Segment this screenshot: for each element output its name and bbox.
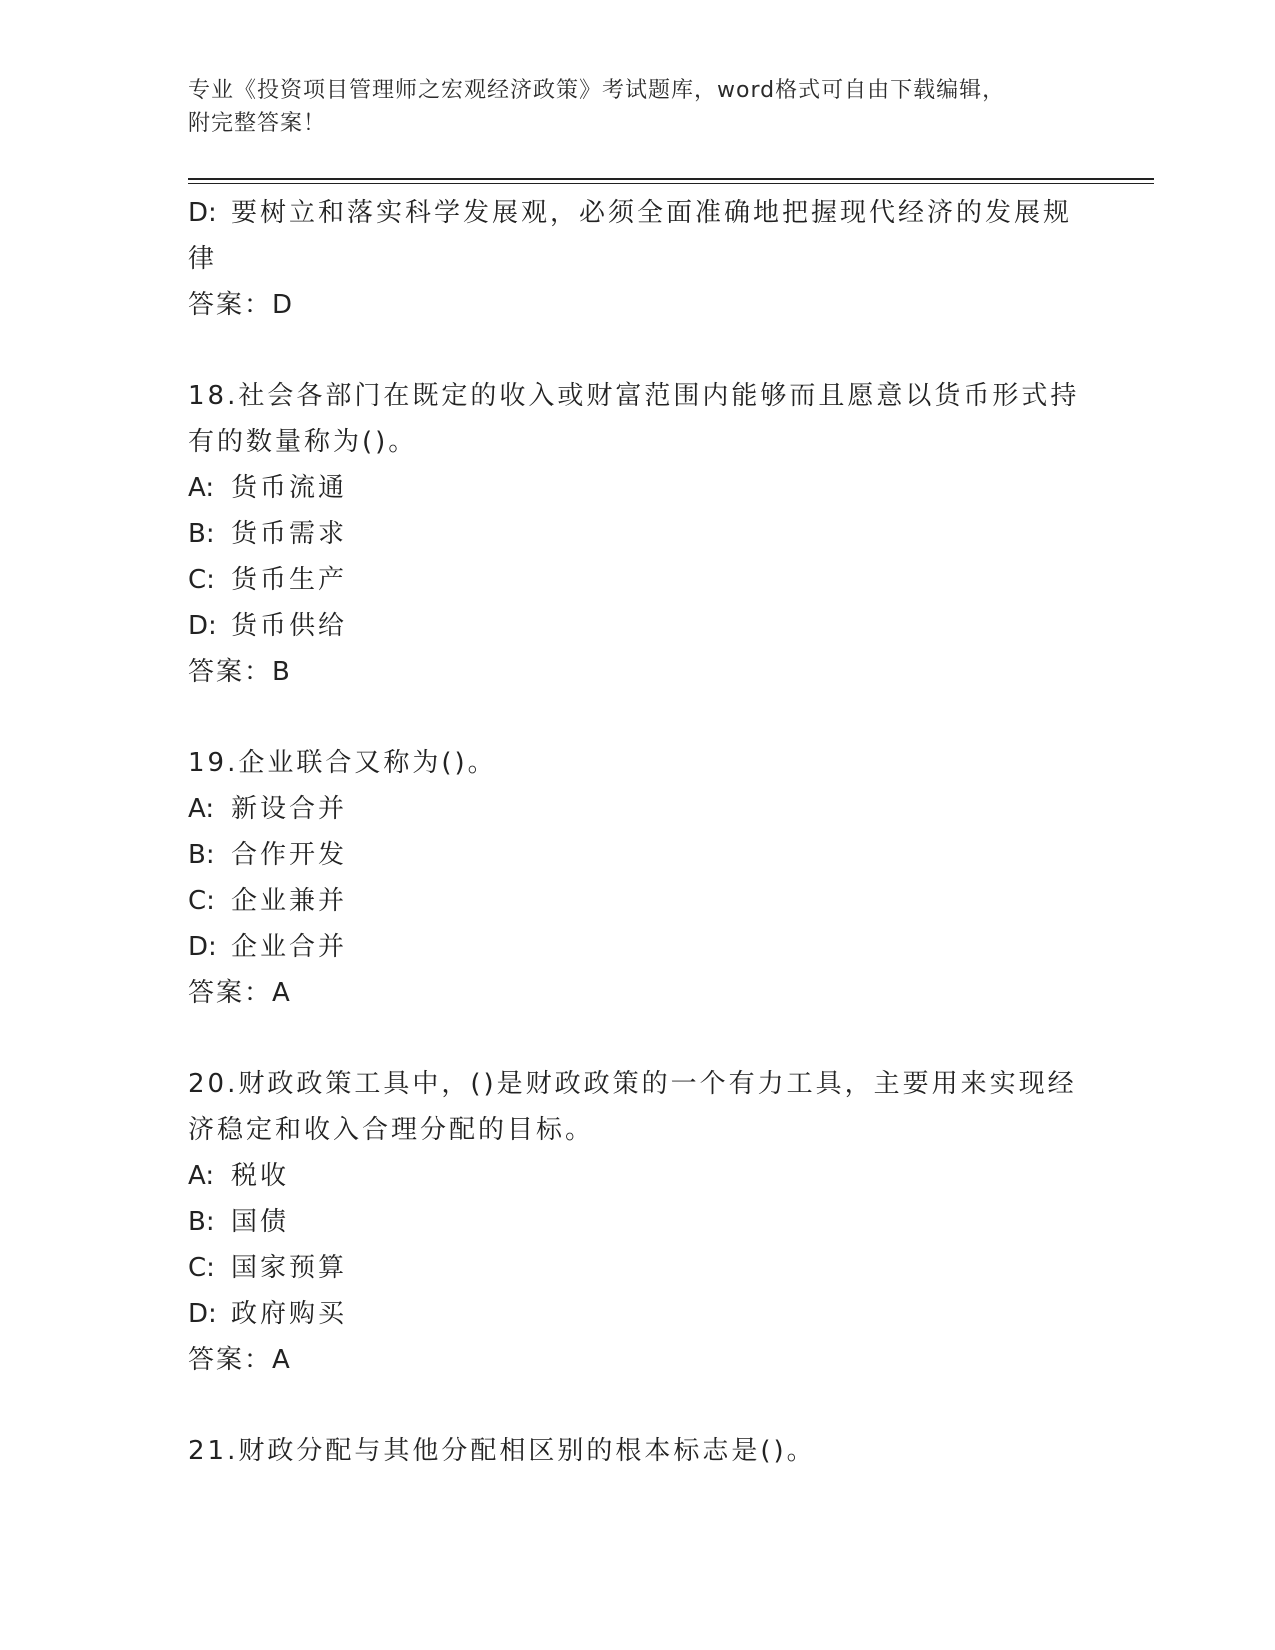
answer-value: A [272,1345,290,1375]
option-letter: D: [188,611,217,641]
option-letter: C: [188,1253,215,1283]
option-text: 货币生产 [231,565,348,595]
option-text: 企业兼并 [231,886,348,916]
option-d [188,924,1088,970]
option-b [188,832,1088,878]
option-text: 税收 [231,1161,290,1191]
option-b [188,1199,1088,1245]
answer-line [188,970,1088,1016]
option-a [188,1153,1088,1199]
answer-line [188,649,1088,695]
document-header [188,74,1088,140]
question-stem: 18.社会各部门在既定的收入或财富范围内能够而且愿意以货币形式持有的数量称为()。 [188,381,1080,457]
header-divider-thick [188,178,1154,180]
option-d [188,1291,1088,1337]
option-text: 国家预算 [231,1253,348,1283]
option-c [188,1245,1088,1291]
option-text: 要树立和落实科学发展观，必须全面准确地把握现代经济的发展规律 [188,198,1073,274]
option-text: 货币供给 [231,611,348,641]
option-c [188,557,1088,603]
option-text: 新设合并 [231,794,348,824]
question-stem: 20.财政政策工具中，()是财政政策的一个有力工具，主要用来实现经济稳定和收入合理分配的目标。 [188,1069,1077,1145]
option-a [188,786,1088,832]
answer-line [188,282,1088,328]
option-letter: D: [188,1299,217,1329]
option-letter: A: [188,1161,215,1191]
option-a [188,465,1088,511]
answer-label: 答案： [188,1345,273,1375]
option-text: 企业合并 [231,932,348,962]
option-letter: A: [188,473,215,503]
header-line-1: 专业《投资项目管理师之宏观经济政策》考试题库，word格式可自由下载编辑， [188,78,1006,103]
answer-label: 答案： [188,290,273,320]
answer-label: 答案： [188,978,273,1008]
answer-label: 答案： [188,657,273,687]
option-b [188,511,1088,557]
answer-value: D [272,290,293,320]
option-letter: A: [188,794,215,824]
header-line-2: 附完整答案！ [188,111,327,136]
option-text: 货币需求 [231,519,348,549]
question-content [188,190,1088,1474]
option-letter: D: [188,198,217,228]
option-letter: B: [188,840,215,870]
question-stem: 19.企业联合又称为()。 [188,748,497,778]
option-d [188,603,1088,649]
question-stem: 21.财政分配与其他分配相区别的根本标志是()。 [188,1436,816,1466]
option-text: 国债 [231,1207,290,1237]
answer-value: A [272,978,290,1008]
answer-line [188,1337,1088,1383]
option-c [188,878,1088,924]
option-letter: C: [188,565,215,595]
answer-value: B [272,657,290,687]
option-letter: B: [188,1207,215,1237]
option-letter: C: [188,886,215,916]
option-text: 合作开发 [231,840,348,870]
option-text: 政府购买 [231,1299,348,1329]
option-text: 货币流通 [231,473,348,503]
option-letter: B: [188,519,215,549]
option-letter: D: [188,932,217,962]
option-d-continued [188,190,1088,282]
header-divider-thin [188,183,1154,184]
